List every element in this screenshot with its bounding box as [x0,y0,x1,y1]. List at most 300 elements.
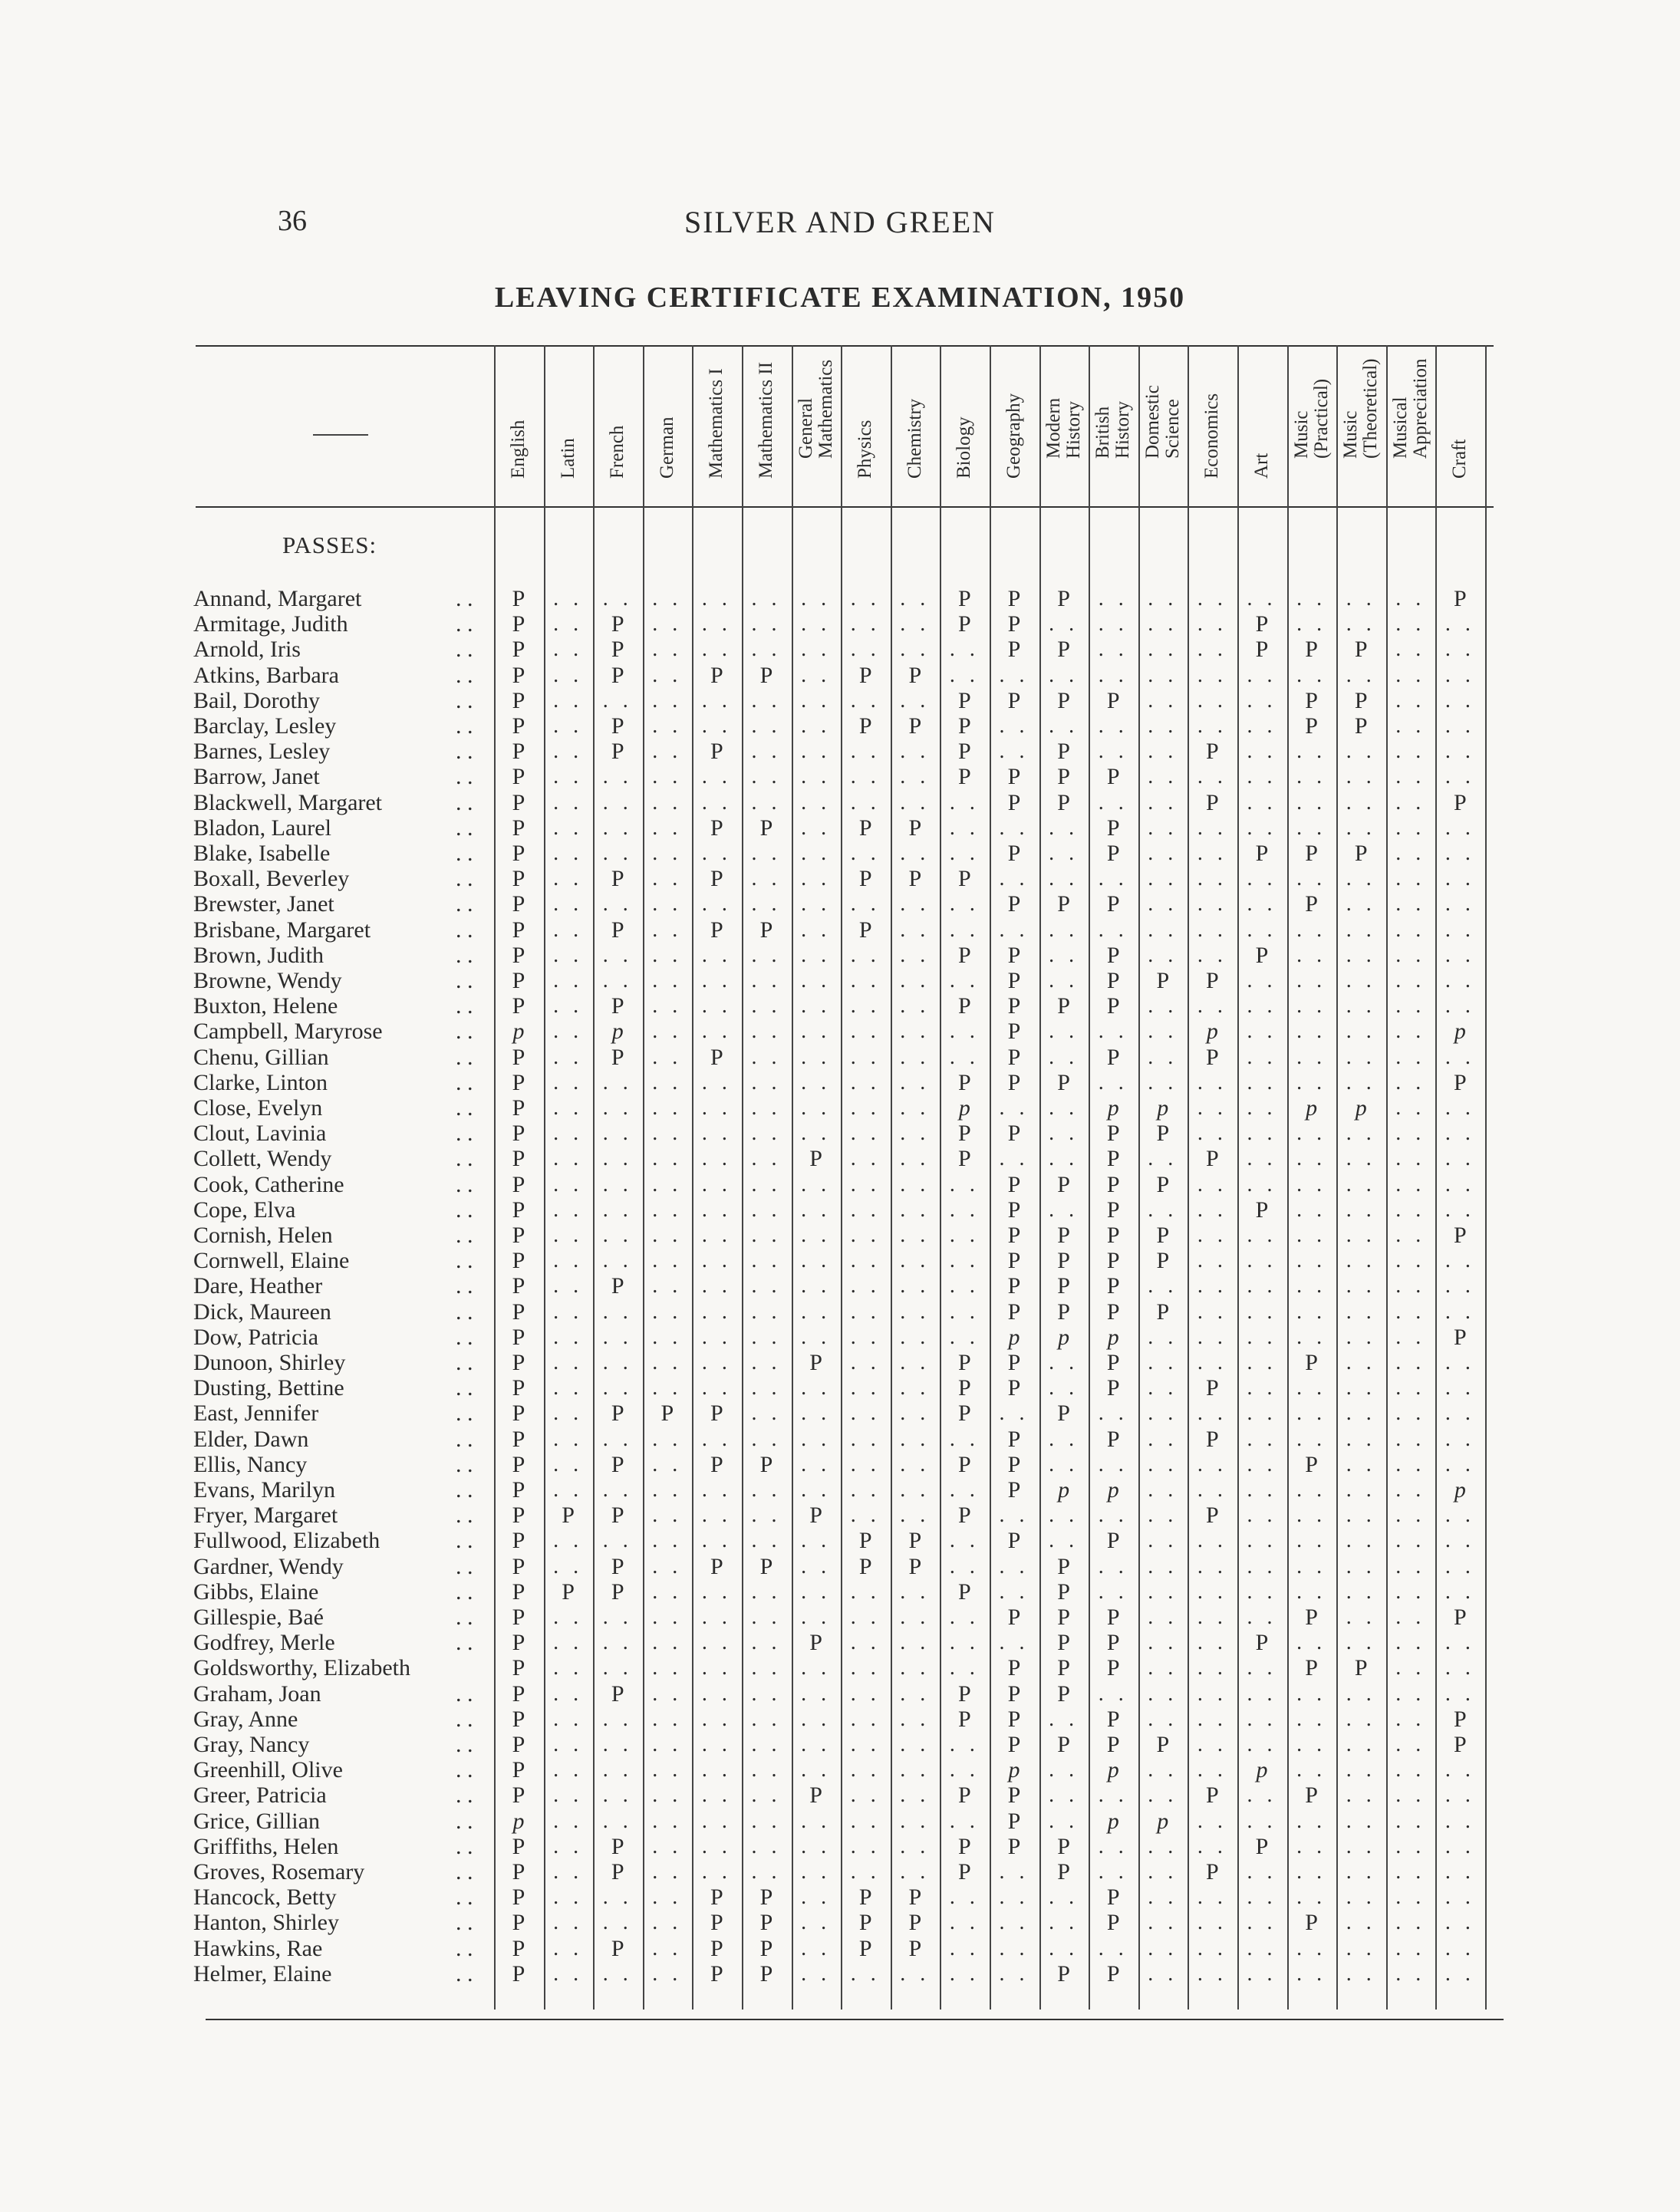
empty-cell: . . [652,1834,683,1858]
subject-header [1336,345,1385,499]
empty-cell: . . [1296,663,1327,687]
empty-cell: . . [1346,1019,1376,1044]
empty-cell: . . [1197,841,1227,865]
table-row [0,1936,1680,1961]
empty-cell: . . [1247,1070,1277,1094]
empty-cell: . . [1197,1656,1227,1680]
pass-mark: P [1106,1223,1120,1248]
pass-mark: P [1106,1732,1120,1757]
empty-cell: . . [1049,1758,1079,1782]
empty-cell: . . [900,1783,931,1808]
pass-mark: P [611,637,624,663]
empty-cell: . . [900,1197,931,1222]
pass-mark: P [1305,637,1318,663]
empty-cell: . . [1296,1376,1327,1401]
pass-mark: P [710,739,723,765]
pass-mark: P [1007,1375,1021,1401]
student-name: Cook, Catherine [193,1171,344,1197]
pass-mark: p [1454,1477,1466,1503]
empty-cell: . . [1346,1707,1376,1731]
empty-cell: . . [1098,714,1128,738]
empty-cell: . . [1395,1936,1426,1960]
empty-cell: . . [1049,1707,1079,1731]
pass-mark: p [1206,1019,1218,1045]
empty-cell: . . [1395,1554,1426,1578]
leader-dots: . . [456,739,473,765]
empty-cell: . . [850,1834,881,1858]
pass-mark: P [908,1528,922,1554]
pass-mark: P [1007,993,1021,1019]
pass-mark: P [611,739,624,765]
empty-cell: . . [1197,1911,1227,1935]
pass-mark: P [512,815,525,841]
empty-cell: . . [850,1452,881,1476]
empty-cell: . . [850,1249,881,1273]
empty-cell: . . [553,1605,584,1629]
table-row [0,1554,1680,1579]
empty-cell: . . [1346,1249,1376,1273]
empty-cell: . . [949,1961,980,1986]
empty-cell: . . [1296,1554,1327,1578]
empty-cell: . . [1197,1070,1227,1094]
empty-cell: . . [553,1452,584,1476]
empty-cell: . . [553,1681,584,1706]
pass-mark: P [1106,1426,1120,1452]
empty-cell: . . [602,892,633,917]
empty-cell: . . [652,1249,683,1273]
empty-cell: . . [900,1834,931,1858]
pass-mark: P [1106,1655,1120,1681]
empty-cell: . . [1247,688,1277,713]
empty-cell: . . [553,867,584,891]
empty-cell: . . [1296,1478,1327,1502]
empty-cell: . . [900,841,931,865]
pass-mark: p [1008,1324,1020,1350]
empty-cell: . . [1148,688,1178,713]
empty-cell: . . [1148,1579,1178,1604]
pass-mark: P [1454,1069,1467,1095]
empty-cell: . . [1148,663,1178,687]
pass-mark: p [1058,1477,1070,1503]
pass-mark: P [1057,1680,1070,1707]
empty-cell: . . [1444,1351,1475,1374]
empty-cell: . . [751,1427,782,1451]
subject-header-label: Music (Practical) [1290,378,1332,459]
empty-cell: . . [949,1605,980,1629]
empty-cell: . . [1444,841,1475,865]
leader-dots: . . [456,917,473,943]
empty-cell: . . [1296,1631,1327,1655]
pass-mark: P [512,1223,525,1248]
empty-cell: . . [751,1121,782,1146]
pass-mark: P [759,917,773,943]
empty-cell: . . [751,714,782,738]
pass-mark: P [1007,789,1021,815]
empty-cell: . . [949,1733,980,1756]
pass-mark: P [809,1350,822,1375]
pass-mark: P [759,1935,773,1961]
empty-cell: . . [801,1733,832,1756]
empty-cell: . . [1346,1860,1376,1884]
pass-mark: P [858,662,872,688]
empty-cell: . . [751,969,782,992]
pass-mark: P [710,1044,723,1070]
empty-cell: . . [1296,1147,1327,1171]
empty-cell: . . [1346,1605,1376,1629]
empty-cell: . . [949,1172,980,1197]
leader-dots: . . [456,586,473,611]
pass-mark: P [611,1680,624,1707]
empty-cell: . . [1395,1656,1426,1680]
empty-cell: . . [1296,1809,1327,1833]
pass-mark: P [1305,1451,1318,1477]
pass-mark: P [958,1859,971,1884]
leader-dots: . . [456,841,473,866]
empty-cell: . . [1148,1147,1178,1171]
pass-mark: P [958,1578,971,1605]
empty-cell: . . [1148,1681,1178,1706]
empty-cell: . . [999,1096,1029,1120]
pass-mark: P [1255,611,1269,637]
empty-cell: . . [1098,612,1128,637]
table-row [0,1655,1680,1680]
empty-cell: . . [1148,790,1178,815]
pass-mark: P [759,1451,773,1477]
pass-mark: P [1454,1605,1467,1630]
empty-cell: . . [1247,1452,1277,1476]
empty-cell: . . [1296,587,1327,611]
empty-cell: . . [751,1707,782,1731]
empty-cell: . . [801,714,832,738]
empty-cell: . . [701,1325,732,1349]
subject-header [940,345,989,499]
empty-cell: . . [900,1605,931,1629]
empty-cell: . . [801,637,832,662]
empty-cell: . . [949,892,980,917]
pass-mark: P [1454,789,1467,815]
empty-cell: . . [1247,714,1277,738]
empty-cell: . . [652,1274,683,1299]
empty-cell: . . [652,1299,683,1324]
empty-cell: . . [701,1172,732,1197]
empty-cell: . . [1049,1885,1079,1910]
empty-cell: . . [553,1121,584,1146]
empty-cell: . . [1444,969,1475,992]
empty-cell: . . [801,1223,832,1247]
pass-mark: P [512,713,525,739]
leader-dots: . . [456,1248,473,1274]
pass-mark: P [611,1553,624,1579]
empty-cell: . . [553,969,584,992]
pass-mark: P [512,1095,525,1121]
empty-cell: . . [602,1147,633,1171]
empty-cell: . . [1296,1401,1327,1426]
pass-mark: P [1057,1732,1070,1757]
student-name: Chenu, Gillian [193,1044,329,1070]
empty-cell: . . [801,1554,832,1578]
empty-cell: . . [801,765,832,789]
empty-cell: . . [1197,1401,1227,1426]
student-name: Elder, Dawn [193,1426,309,1452]
empty-cell: . . [850,841,881,865]
empty-cell: . . [1049,841,1079,865]
empty-cell: . . [1296,867,1327,891]
subject-header [792,345,841,499]
empty-cell: . . [1346,1809,1376,1833]
pass-mark: P [611,993,624,1019]
pass-mark: P [1255,1833,1269,1859]
empty-cell: . . [1148,867,1178,891]
student-name: Arnold, Iris [193,637,301,663]
empty-cell: . . [1395,1529,1426,1553]
student-name: Brown, Judith [193,942,324,968]
pass-mark: P [858,1910,872,1936]
empty-cell: . . [850,1045,881,1069]
leader-dots: . . [456,1808,473,1834]
empty-cell: . . [652,1783,683,1808]
empty-cell: . . [751,1249,782,1273]
pass-mark: P [1106,1044,1120,1070]
empty-cell: . . [1148,1452,1178,1476]
pass-mark: P [512,1146,525,1172]
empty-cell: . . [553,1172,584,1197]
pass-mark: p [1256,1757,1268,1783]
empty-cell: . . [1444,1452,1475,1476]
pass-mark: P [512,1553,525,1579]
empty-cell: . . [652,1605,683,1629]
pass-mark: P [1106,1350,1120,1375]
empty-cell: . . [1346,1911,1376,1935]
table-row [0,713,1680,739]
pass-mark: P [1106,1299,1120,1325]
empty-cell: . . [652,1478,683,1502]
empty-cell: . . [701,688,732,713]
empty-cell: . . [1197,1885,1227,1910]
empty-cell: . . [553,1427,584,1451]
table-row [0,1961,1680,1987]
pass-mark: P [1007,968,1021,993]
empty-cell: . . [1247,917,1277,942]
empty-cell: . . [751,1681,782,1706]
empty-cell: . . [999,1911,1029,1935]
pass-mark: P [858,866,872,892]
empty-cell: . . [1148,943,1178,967]
empty-cell: . . [1296,994,1327,1019]
pass-mark: P [1007,1732,1021,1757]
empty-cell: . . [1444,1911,1475,1935]
pass-mark: P [1106,993,1120,1019]
empty-cell: . . [701,1579,732,1604]
pass-mark: P [512,993,525,1019]
empty-cell: . . [900,1579,931,1604]
leader-dots: . . [456,1299,473,1325]
empty-cell: . . [751,1376,782,1401]
empty-cell: . . [1049,1376,1079,1401]
empty-cell: . . [553,1885,584,1910]
empty-cell: . . [1444,1096,1475,1120]
pass-mark: P [1057,789,1070,815]
empty-cell: . . [602,1249,633,1273]
corner-label [313,434,368,436]
leader-dots: . . [456,1605,473,1630]
pass-mark: p [512,1019,525,1045]
empty-cell: . . [751,867,782,891]
pass-mark: P [1106,968,1120,993]
empty-cell: . . [949,815,980,840]
pass-mark: P [512,1375,525,1401]
student-name: Hancock, Betty [193,1884,337,1911]
pass-mark: P [512,662,525,688]
pass-mark: P [1106,1630,1120,1656]
empty-cell: . . [602,1197,633,1222]
empty-cell: . . [652,815,683,840]
empty-cell: . . [801,1427,832,1451]
empty-cell: . . [1444,1758,1475,1782]
table-row [0,1884,1680,1910]
empty-cell: . . [701,1121,732,1146]
empty-cell: . . [1098,1834,1128,1858]
pass-mark: p [958,1095,970,1121]
empty-cell: . . [1049,1121,1079,1146]
empty-cell: . . [1049,969,1079,992]
pass-mark: P [1106,687,1120,713]
empty-cell: . . [1247,1809,1277,1833]
empty-cell: . . [1444,815,1475,840]
leader-dots: . . [456,1451,473,1477]
pass-mark: P [1057,1299,1070,1325]
empty-cell: . . [1148,1503,1178,1528]
leader-dots: . . [456,942,473,968]
empty-cell: . . [1296,1249,1327,1273]
empty-cell: . . [1444,765,1475,789]
pass-mark: P [1007,1019,1021,1045]
student-name: Cornish, Helen [193,1223,333,1248]
empty-cell: . . [949,1197,980,1222]
empty-cell: . . [900,765,931,789]
pass-mark: P [1156,1299,1170,1325]
student-name: Greenhill, Olive [193,1757,343,1783]
pass-mark: P [1007,1655,1021,1681]
empty-cell: . . [652,790,683,815]
empty-cell: . . [652,1376,683,1401]
empty-cell: . . [1148,1427,1178,1451]
student-name: Brewster, Janet [193,891,334,917]
leader-dots: . . [456,1273,473,1299]
empty-cell: . . [1296,1758,1327,1782]
pass-mark: p [1157,1808,1169,1834]
empty-cell: . . [1444,739,1475,764]
empty-cell: . . [801,1019,832,1044]
empty-cell: . . [1296,815,1327,840]
pass-mark: p [1107,1477,1119,1503]
pass-mark: P [1106,1528,1120,1554]
empty-cell: . . [1049,1503,1079,1528]
empty-cell: . . [900,1707,931,1731]
student-name: Hawkins, Rae [193,1935,323,1961]
empty-cell: . . [1395,587,1426,611]
empty-cell: . . [1395,714,1426,738]
empty-cell: . . [751,1834,782,1858]
empty-cell: . . [1444,1503,1475,1528]
empty-cell: . . [900,969,931,992]
empty-cell: . . [1247,765,1277,789]
table-row [0,1427,1680,1452]
pass-mark: P [908,815,922,841]
empty-cell: . . [1247,1172,1277,1197]
empty-cell: . . [850,1758,881,1782]
empty-cell: . . [1148,637,1178,662]
empty-cell: . . [801,1961,832,1986]
empty-cell: . . [999,867,1029,891]
student-name: Fryer, Margaret [193,1503,338,1529]
empty-cell: . . [1444,1809,1475,1833]
leader-dots: . . [456,1833,473,1859]
subject-header-label: Latin [557,438,578,479]
leader-dots: . . [456,866,473,892]
empty-cell: . . [751,1783,782,1808]
empty-cell: . . [602,1631,633,1655]
empty-cell: . . [553,587,584,611]
empty-cell: . . [1346,815,1376,840]
empty-cell: . . [1098,1019,1128,1044]
empty-cell: . . [850,1503,881,1528]
pass-mark: P [512,1528,525,1554]
empty-cell: . . [1148,1197,1178,1222]
empty-cell: . . [652,1809,683,1833]
empty-cell: . . [1247,1911,1277,1935]
pass-mark: P [512,1426,525,1452]
empty-cell: . . [553,1834,584,1858]
empty-cell: . . [751,1503,782,1528]
pass-mark: P [1057,1578,1070,1605]
pass-mark: P [1454,1324,1467,1350]
pass-mark: P [1305,891,1318,917]
pass-mark: P [512,1451,525,1477]
student-name: Griffiths, Helen [193,1833,339,1859]
empty-cell: . . [1444,1121,1475,1146]
empty-cell: . . [751,1656,782,1680]
empty-cell: . . [1197,1834,1227,1858]
empty-cell: . . [701,841,732,865]
empty-cell: . . [801,867,832,891]
table-row [0,891,1680,917]
empty-cell: . . [1049,1351,1079,1374]
empty-cell: . . [553,1911,584,1935]
empty-cell: . . [652,1351,683,1374]
empty-cell: . . [850,892,881,917]
pass-mark: P [1106,891,1120,917]
pass-mark: P [1007,1223,1021,1248]
empty-cell: . . [701,1147,732,1171]
table-row [0,1477,1680,1503]
empty-cell: . . [553,1961,584,1986]
pass-mark: P [1007,891,1021,917]
empty-cell: . . [801,1834,832,1858]
empty-cell: . . [1247,1401,1277,1426]
pass-mark: P [1156,1223,1170,1248]
empty-cell: . . [1049,1197,1079,1222]
empty-cell: . . [1296,1503,1327,1528]
empty-cell: . . [900,790,931,815]
empty-cell: . . [553,1656,584,1680]
empty-cell: . . [701,1809,732,1833]
pass-mark: P [1007,1833,1021,1859]
empty-cell: . . [1296,1325,1327,1349]
empty-cell: . . [1197,1351,1227,1374]
empty-cell: . . [850,790,881,815]
empty-cell: . . [801,1299,832,1324]
empty-cell: . . [1148,1529,1178,1553]
